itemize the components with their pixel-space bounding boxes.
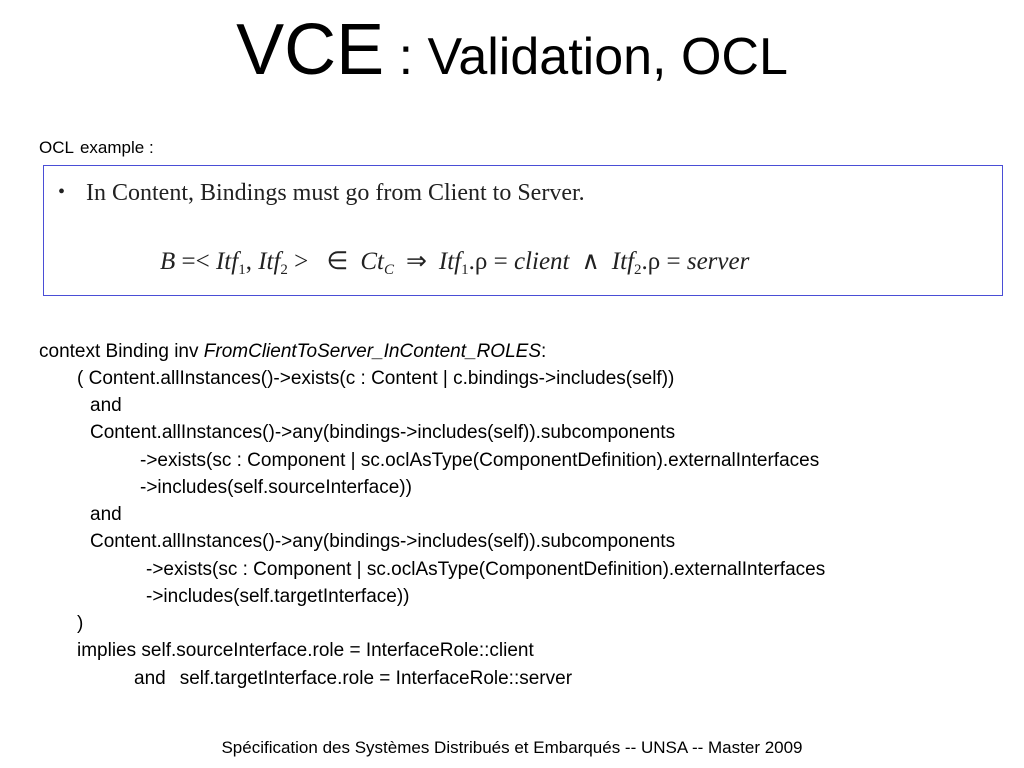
formula-sub-3: 1 — [461, 262, 469, 278]
formula-client: client — [513, 248, 570, 275]
example-box — [43, 165, 1003, 296]
code-line-12: implies self.sourceInterface.role = InterfaceRole::client — [77, 640, 534, 661]
formula-b: B — [160, 248, 176, 275]
code-line-5: ->exists(sc : Component | sc.oclAsType(ComponentDefinition).externalInterfaces — [140, 450, 820, 471]
bullet-text: In Content, Bindings must go from Client to Server. — [86, 180, 585, 206]
formula-sub-2: 2 — [280, 262, 288, 278]
slide-title — [0, 10, 1024, 90]
code-target-role: self.targetInterface.role = InterfaceRole::server — [179, 668, 573, 689]
title-prefix: VCE — [236, 10, 385, 90]
formula-ct-sub: C — [383, 262, 394, 278]
code-and-keyword: and — [134, 668, 166, 689]
formula-rho-1: .ρ = — [468, 248, 514, 275]
formula-in-symbol: ∈ — [326, 248, 349, 275]
code-line-7: and — [90, 504, 122, 525]
code-invariant-name: FromClientToServer_InContent_ROLES — [203, 341, 541, 362]
example-label-ocl: OCL — [39, 138, 74, 157]
formula-ct: Ct — [360, 248, 384, 275]
formula-itf-4: Itf — [611, 248, 635, 275]
bullet-line — [58, 180, 585, 207]
code-line-3: and — [90, 395, 122, 416]
code-line-13 — [134, 669, 572, 688]
formula-implies-symbol: ⇒ — [405, 248, 427, 275]
code-line-9: ->exists(sc : Component | sc.oclAsType(ComponentDefinition).externalInterfaces — [146, 559, 826, 580]
slide-footer: Spécification des Systèmes Distribués et Embarqués -- UNSA -- Master 2009 — [221, 738, 803, 757]
bullet-icon: • — [58, 181, 66, 203]
code-line-1 — [39, 342, 546, 361]
code-colon: : — [541, 341, 547, 362]
code-line-2: ( Content.allInstances()->exists(c : Content | c.bindings->includes(self)) — [77, 368, 675, 389]
example-label — [39, 138, 154, 158]
code-line-8: Content.allInstances()->any(bindings->includes(self)).subcomponents — [90, 531, 676, 552]
formula-and-symbol: ∧ — [581, 248, 600, 275]
formula-eq-open: =< — [175, 248, 216, 275]
code-line-10: ->includes(self.targetInterface)) — [146, 586, 410, 607]
formula-server: server — [686, 248, 750, 275]
formula-rho-2: .ρ = — [641, 248, 687, 275]
formula-itf-2: Itf — [258, 248, 281, 275]
formula — [160, 246, 749, 276]
example-label-text: example : — [79, 138, 154, 157]
formula-close: > — [287, 248, 315, 275]
code-context-prefix: context Binding inv — [39, 341, 204, 362]
code-line-11: ) — [77, 613, 84, 634]
title-suffix: : Validation, OCL — [384, 28, 788, 86]
code-line-4: Content.allInstances()->any(bindings->includes(self)).subcomponents — [90, 422, 676, 443]
formula-itf-3: Itf — [438, 248, 462, 275]
formula-sub-4: 2 — [634, 262, 642, 278]
code-line-6: ->includes(self.sourceInterface)) — [140, 477, 412, 498]
formula-itf-1: Itf — [215, 248, 239, 275]
formula-comma: , — [245, 248, 259, 275]
formula-sub-1: 1 — [238, 262, 246, 278]
